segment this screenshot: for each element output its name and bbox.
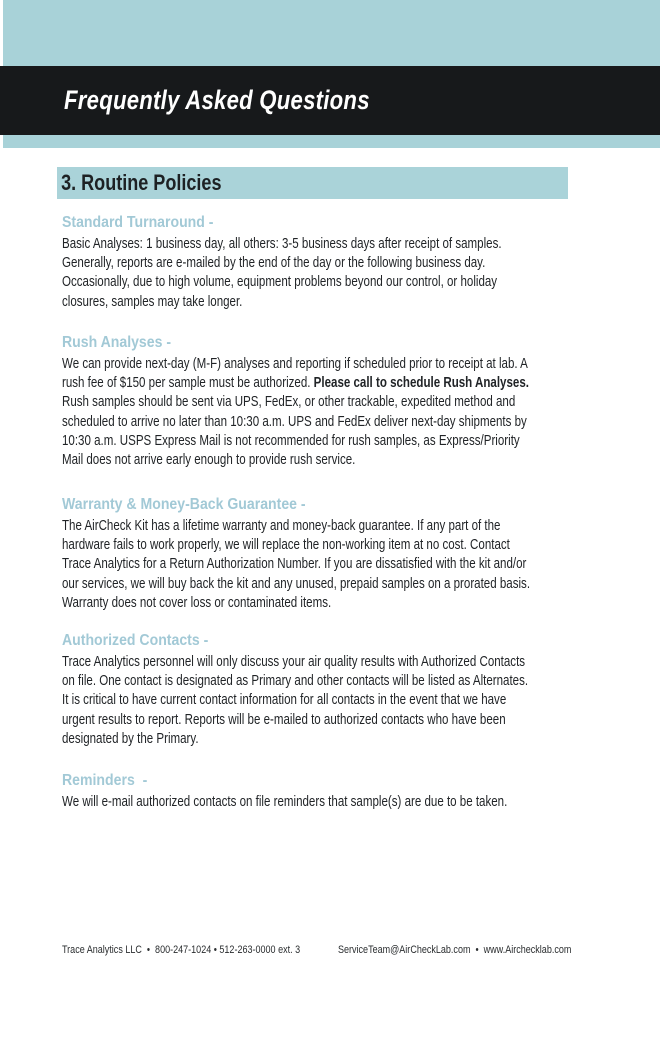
title-band: [0, 66, 660, 135]
body-line: Rush samples should be sent via UPS, FedEx, or other trackable, expedited method and: [62, 393, 516, 411]
body-line: our services, we will buy back the kit and any unused, prepaid samples on a prorated basis.: [62, 574, 531, 592]
section-header-title: 3. Routine Policies: [61, 170, 222, 195]
body-line: It is critical to have current contact information for all contacts in the event that we have: [62, 691, 507, 709]
section-heading: Authorized Contacts -: [62, 632, 209, 649]
section-warranty-guarantee: [62, 495, 657, 612]
blue-strip: [3, 135, 660, 148]
top-blue-band: [3, 0, 660, 66]
body-line: Trace Analytics personnel will only discuss your air quality results with Authorized Contacts: [62, 653, 526, 670]
body-line: 10:30 a.m. USPS Express Mail is not recommended for rush samples, as Express/Priority: [62, 431, 520, 449]
page-footer: [0, 944, 660, 960]
body-line: hardware fails to work properly, we will replace the non-working item at no cost. Contact: [62, 536, 510, 554]
section-heading: Warranty & Money-Back Guarantee -: [62, 496, 306, 513]
body-line: The AirCheck Kit has a lifetime warranty and money-back guarantee. If any part of the: [62, 517, 501, 534]
body-line: Basic Analyses: 1 business day, all others: 3-5 business days after receipt of samples.: [62, 235, 502, 252]
section-rush-analyses: [62, 333, 657, 469]
body-line: Trace Analytics for a Return Authorization Number. If you are dissatisfied with the kit and/or: [62, 555, 527, 573]
section-heading: Rush Analyses -: [62, 334, 172, 351]
bold-call-to-action: Please call to schedule Rush Analyses.: [313, 374, 529, 392]
body-line: Generally, reports are e-mailed by the end of the day or the following business day.: [62, 254, 486, 272]
body-line: designated by the Primary.: [62, 729, 199, 747]
body-line: Warranty does not cover loss or contaminated items.: [62, 593, 332, 611]
section-heading: Reminders -: [62, 772, 148, 789]
section-standard-turnaround: [62, 213, 657, 311]
section-heading: Standard Turnaround -: [62, 214, 214, 231]
body-line: closures, samples may take longer.: [62, 292, 243, 310]
body-line: urgent results to report. Reports will be e-mailed to authorized contacts who have been: [62, 710, 506, 728]
section-reminders: [62, 771, 657, 811]
body-line-with-bold: [62, 373, 529, 392]
body-line: Occasionally, due to high volume, equipment problems beyond our control, or holiday: [62, 273, 498, 291]
body-line: scheduled to arrive no later than 10:30 a.m. UPS and FedEx deliver next-day shipments by: [62, 412, 527, 430]
body-line: We can provide next-day (M-F) analyses and reporting if scheduled prior to receipt at lab. A: [62, 355, 528, 372]
section-header-bar: [57, 167, 568, 199]
page-title: Frequently Asked Questions: [64, 85, 370, 115]
footer-email-website: ServiceTeam@AirCheckLab.com • www.Airchecklab.com: [338, 944, 572, 956]
footer-company-phones: Trace Analytics LLC • 800-247-1024 • 512-263-0000 ext. 3: [62, 944, 301, 956]
body-text: rush fee of $150 per sample must be authorized.: [62, 374, 314, 392]
body-line: on file. One contact is designated as Primary and other contacts will be listed as Alternates.: [62, 672, 529, 690]
body-line: We will e-mail authorized contacts on file reminders that sample(s) are due to be taken.: [62, 793, 508, 810]
section-authorized-contacts: [62, 631, 657, 748]
body-line: Mail does not arrive early enough to provide rush service.: [62, 451, 356, 469]
